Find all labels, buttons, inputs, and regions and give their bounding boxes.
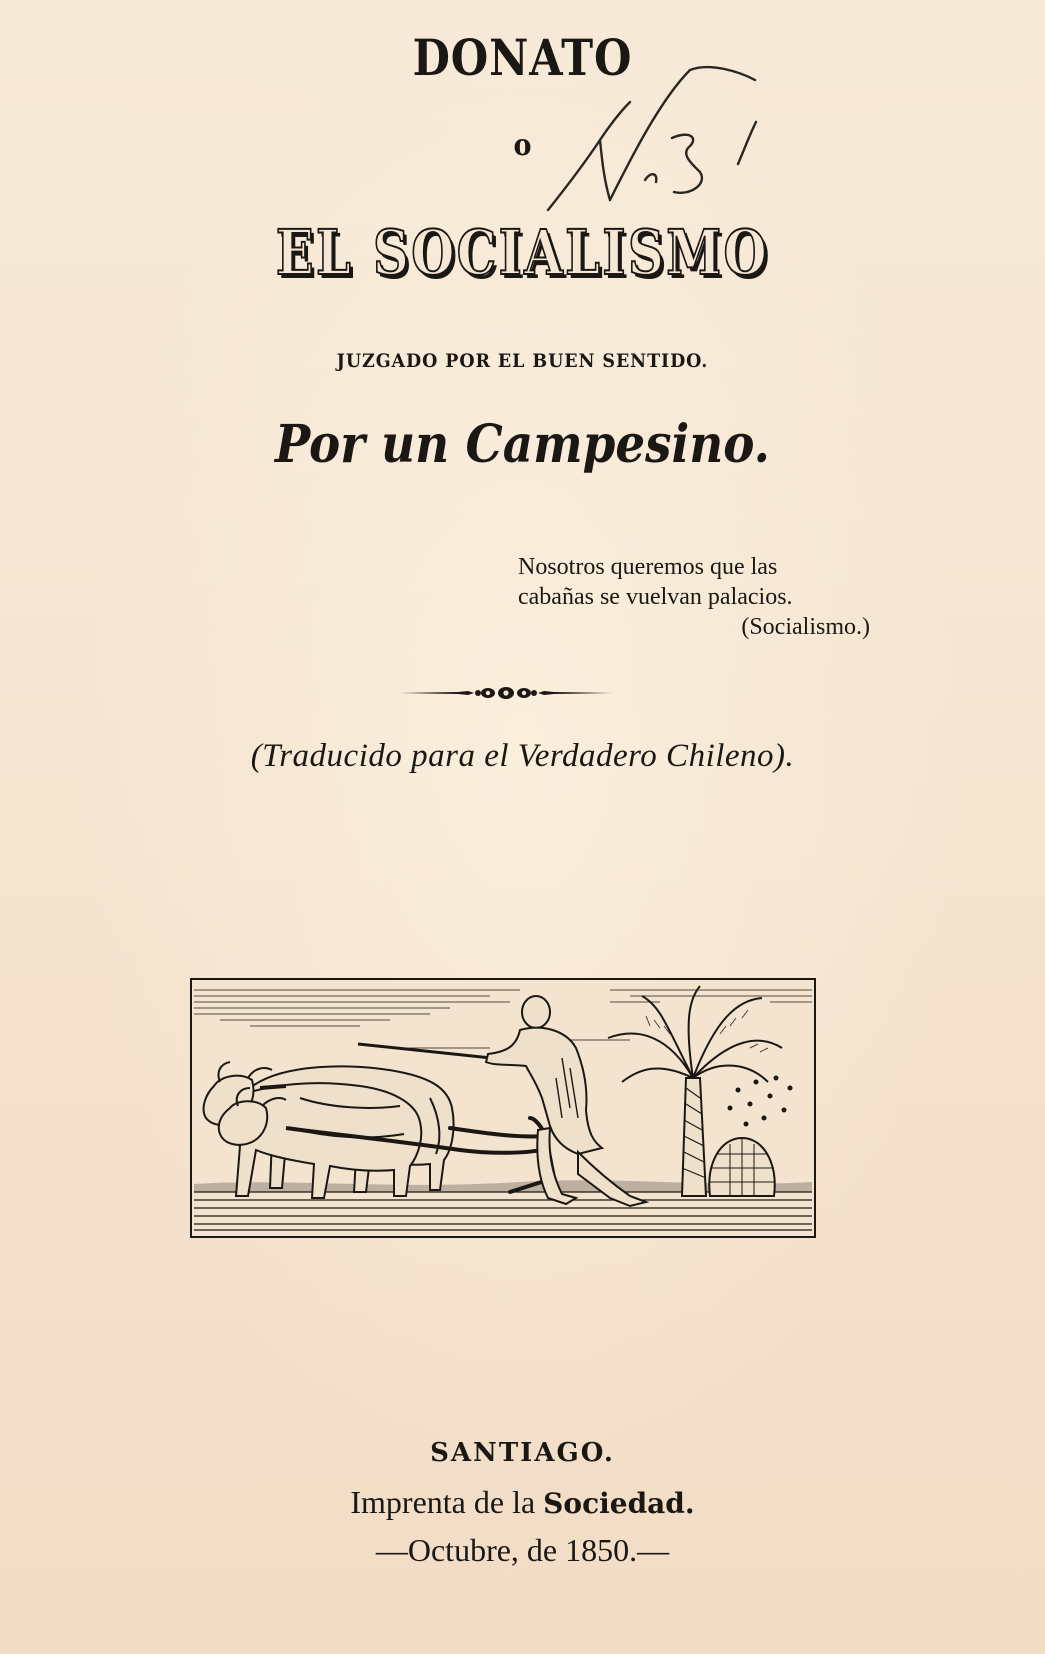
imprint-city: SANTIAGO.	[430, 1438, 615, 1468]
imprint-printer-name: Sociedad.	[543, 1487, 695, 1520]
book-subtitle: EL SOCIALISMO	[275, 216, 770, 289]
author-line: Por un Campesino.	[275, 414, 770, 475]
imprint-printer	[0, 1484, 1045, 1521]
woodcut-plowing-illustration	[190, 978, 816, 1238]
handwritten-catalog-mark	[540, 60, 790, 240]
translation-note: (Traducido para el Verdadero Chileno).	[250, 738, 795, 774]
epigraph	[518, 552, 878, 642]
imprint-printer-prefix: Imprenta de la	[350, 1484, 536, 1520]
title-conjunction: o	[513, 128, 532, 163]
epigraph-source: (Socialismo.)	[741, 614, 870, 640]
ornamental-divider	[398, 684, 614, 702]
book-title: DONATO	[412, 28, 633, 87]
subtitle-tagline: JUZGADO POR EL BUEN SENTIDO.	[336, 350, 709, 372]
epigraph-line: cabañas se vuelvan palacios.	[518, 584, 793, 610]
imprint-date: —Octubre, de 1850.—	[375, 1532, 670, 1568]
epigraph-line: Nosotros queremos que las	[518, 554, 778, 580]
